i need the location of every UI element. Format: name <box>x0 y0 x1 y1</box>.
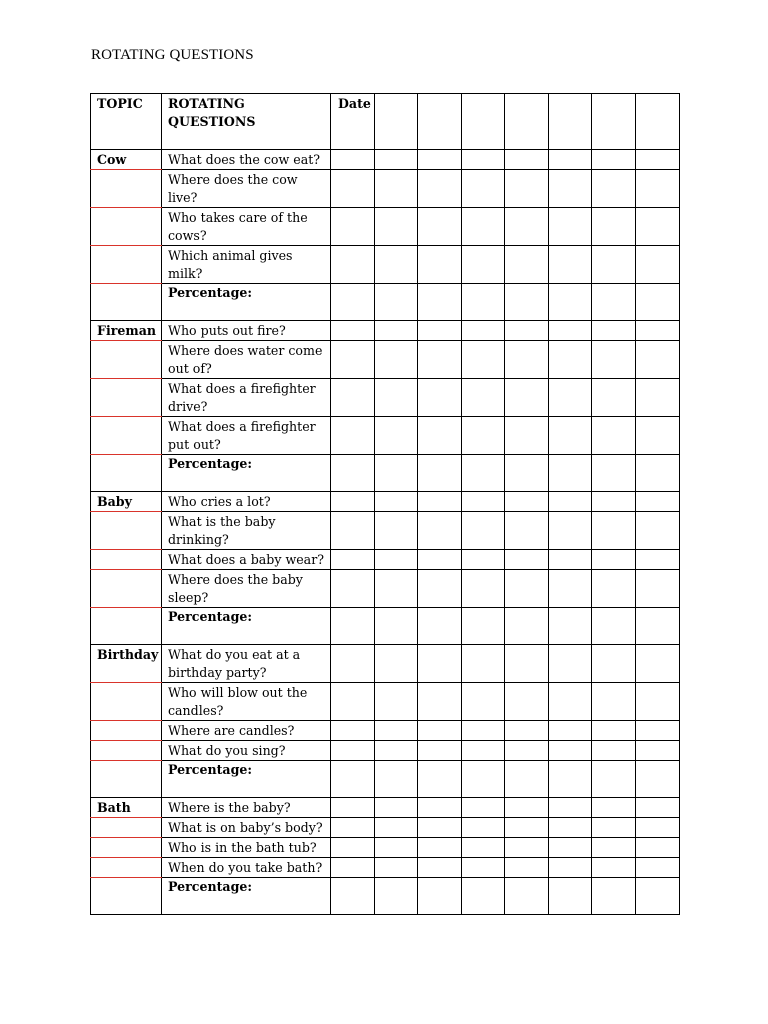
score-cell[interactable] <box>418 683 462 721</box>
percentage-label: Percentage: <box>162 761 331 798</box>
percentage-cell[interactable] <box>549 761 592 798</box>
score-cell[interactable] <box>462 341 505 379</box>
percentage-row <box>91 608 680 645</box>
score-cell[interactable] <box>462 417 505 455</box>
score-cell[interactable] <box>418 379 462 417</box>
score-cell[interactable] <box>331 858 375 878</box>
score-cell[interactable] <box>549 838 592 858</box>
question-text: Where are candles? <box>162 721 331 741</box>
score-cell[interactable] <box>636 570 680 608</box>
question-text: Where does the baby sleep? <box>162 570 331 608</box>
score-cell[interactable] <box>331 838 375 858</box>
score-cell[interactable] <box>375 550 418 570</box>
score-cell[interactable] <box>375 321 418 341</box>
question-text: What do you sing? <box>162 741 331 761</box>
score-cell[interactable] <box>418 838 462 858</box>
score-cell[interactable] <box>331 798 375 818</box>
score-cell[interactable] <box>462 550 505 570</box>
score-cell[interactable] <box>418 512 462 550</box>
topic-cell <box>91 246 162 284</box>
topic-cell <box>91 741 162 761</box>
score-cell[interactable] <box>505 379 549 417</box>
rotating-questions-table <box>90 93 680 915</box>
score-cell[interactable] <box>592 417 636 455</box>
score-cell[interactable] <box>418 798 462 818</box>
score-cell[interactable] <box>462 858 505 878</box>
score-cell[interactable] <box>636 246 680 284</box>
score-cell[interactable] <box>592 683 636 721</box>
score-cell[interactable] <box>331 379 375 417</box>
percentage-cell[interactable] <box>418 455 462 492</box>
score-cell[interactable] <box>418 858 462 878</box>
date-column-cell[interactable] <box>505 94 549 150</box>
topic-cell <box>91 570 162 608</box>
score-cell[interactable] <box>592 550 636 570</box>
score-cell[interactable] <box>375 208 418 246</box>
score-cell[interactable] <box>331 150 375 170</box>
percentage-cell[interactable] <box>549 878 592 915</box>
topic-cell <box>91 683 162 721</box>
score-cell[interactable] <box>331 341 375 379</box>
score-cell[interactable] <box>592 379 636 417</box>
score-cell[interactable] <box>505 683 549 721</box>
score-cell[interactable] <box>331 721 375 741</box>
topic-name: Baby <box>91 492 162 512</box>
score-cell[interactable] <box>636 512 680 550</box>
date-column-cell[interactable] <box>462 94 505 150</box>
topic-cell <box>91 878 162 915</box>
topic-cell <box>91 818 162 838</box>
score-cell[interactable] <box>331 645 375 683</box>
percentage-cell[interactable] <box>549 284 592 321</box>
score-cell[interactable] <box>462 150 505 170</box>
topic-name: Bath <box>91 798 162 818</box>
score-cell[interactable] <box>549 818 592 838</box>
score-cell[interactable] <box>636 417 680 455</box>
score-cell[interactable] <box>636 798 680 818</box>
score-cell[interactable] <box>636 379 680 417</box>
score-cell[interactable] <box>331 492 375 512</box>
percentage-cell[interactable] <box>462 455 505 492</box>
percentage-cell[interactable] <box>549 455 592 492</box>
percentage-cell[interactable] <box>375 284 418 321</box>
topic-cell <box>91 379 162 417</box>
question-text: Who cries a lot? <box>162 492 331 512</box>
score-cell[interactable] <box>331 246 375 284</box>
score-cell[interactable] <box>505 246 549 284</box>
score-cell[interactable] <box>462 798 505 818</box>
topic-cell <box>91 858 162 878</box>
score-cell[interactable] <box>375 570 418 608</box>
question-row <box>91 246 680 284</box>
score-cell[interactable] <box>505 645 549 683</box>
score-cell[interactable] <box>549 208 592 246</box>
score-cell[interactable] <box>636 838 680 858</box>
score-cell[interactable] <box>636 645 680 683</box>
question-row <box>91 550 680 570</box>
score-cell[interactable] <box>375 379 418 417</box>
score-cell[interactable] <box>331 512 375 550</box>
score-cell[interactable] <box>592 798 636 818</box>
score-cell[interactable] <box>505 512 549 550</box>
percentage-cell[interactable] <box>375 761 418 798</box>
question-text: Where does the cow live? <box>162 170 331 208</box>
score-cell[interactable] <box>375 858 418 878</box>
question-row <box>91 512 680 550</box>
question-row <box>91 492 680 512</box>
score-cell[interactable] <box>505 570 549 608</box>
score-cell[interactable] <box>549 512 592 550</box>
score-cell[interactable] <box>375 798 418 818</box>
date-column-cell[interactable] <box>418 94 462 150</box>
score-cell[interactable] <box>636 550 680 570</box>
percentage-label: Percentage: <box>162 608 331 645</box>
score-cell[interactable] <box>592 512 636 550</box>
percentage-cell[interactable] <box>418 284 462 321</box>
percentage-row <box>91 878 680 915</box>
percentage-cell[interactable] <box>636 761 680 798</box>
score-cell[interactable] <box>418 550 462 570</box>
header-row <box>91 94 680 150</box>
score-cell[interactable] <box>636 818 680 838</box>
topic-cell <box>91 608 162 645</box>
topic-cell <box>91 284 162 321</box>
score-cell[interactable] <box>375 721 418 741</box>
percentage-cell[interactable] <box>375 455 418 492</box>
percentage-label: Percentage: <box>162 455 331 492</box>
percentage-cell[interactable] <box>418 608 462 645</box>
percentage-cell[interactable] <box>592 878 636 915</box>
score-cell[interactable] <box>418 818 462 838</box>
percentage-cell[interactable] <box>636 608 680 645</box>
score-cell[interactable] <box>462 321 505 341</box>
score-cell[interactable] <box>636 170 680 208</box>
score-cell[interactable] <box>636 683 680 721</box>
question-row <box>91 683 680 721</box>
score-cell[interactable] <box>505 741 549 761</box>
score-cell[interactable] <box>549 341 592 379</box>
score-cell[interactable] <box>375 341 418 379</box>
score-cell[interactable] <box>331 818 375 838</box>
percentage-cell[interactable] <box>636 878 680 915</box>
score-cell[interactable] <box>636 492 680 512</box>
score-cell[interactable] <box>592 321 636 341</box>
score-cell[interactable] <box>462 246 505 284</box>
topic-cell <box>91 550 162 570</box>
score-cell[interactable] <box>549 798 592 818</box>
score-cell[interactable] <box>462 208 505 246</box>
percentage-row <box>91 761 680 798</box>
score-cell[interactable] <box>331 321 375 341</box>
question-row <box>91 341 680 379</box>
score-cell[interactable] <box>462 838 505 858</box>
percentage-cell[interactable] <box>375 608 418 645</box>
question-row <box>91 150 680 170</box>
score-cell[interactable] <box>592 721 636 741</box>
question-row <box>91 170 680 208</box>
score-cell[interactable] <box>636 741 680 761</box>
question-text: Who will blow out the candles? <box>162 683 331 721</box>
score-cell[interactable] <box>549 492 592 512</box>
score-cell[interactable] <box>418 341 462 379</box>
score-cell[interactable] <box>418 321 462 341</box>
score-cell[interactable] <box>375 492 418 512</box>
score-cell[interactable] <box>549 645 592 683</box>
score-cell[interactable] <box>375 741 418 761</box>
score-cell[interactable] <box>418 170 462 208</box>
score-cell[interactable] <box>331 570 375 608</box>
percentage-cell[interactable] <box>592 455 636 492</box>
score-cell[interactable] <box>462 492 505 512</box>
percentage-cell[interactable] <box>331 761 375 798</box>
percentage-cell[interactable] <box>375 878 418 915</box>
score-cell[interactable] <box>375 170 418 208</box>
question-text: Which animal gives milk? <box>162 246 331 284</box>
score-cell[interactable] <box>462 512 505 550</box>
score-cell[interactable] <box>592 818 636 838</box>
question-text: What does the cow eat? <box>162 150 331 170</box>
date-column-cell[interactable] <box>549 94 592 150</box>
percentage-cell[interactable] <box>331 284 375 321</box>
question-row <box>91 721 680 741</box>
percentage-cell[interactable] <box>636 284 680 321</box>
percentage-cell[interactable] <box>331 878 375 915</box>
score-cell[interactable] <box>331 170 375 208</box>
question-row <box>91 798 680 818</box>
question-text: Where is the baby? <box>162 798 331 818</box>
topic-cell <box>91 721 162 741</box>
topic-cell <box>91 170 162 208</box>
score-cell[interactable] <box>636 858 680 878</box>
score-cell[interactable] <box>592 341 636 379</box>
score-cell[interactable] <box>462 721 505 741</box>
score-cell[interactable] <box>505 417 549 455</box>
score-cell[interactable] <box>592 170 636 208</box>
percentage-cell[interactable] <box>331 455 375 492</box>
question-text: Who takes care of the cows? <box>162 208 331 246</box>
question-text: What does a firefighter put out? <box>162 417 331 455</box>
percentage-row <box>91 284 680 321</box>
score-cell[interactable] <box>462 645 505 683</box>
score-cell[interactable] <box>505 170 549 208</box>
score-cell[interactable] <box>636 150 680 170</box>
score-cell[interactable] <box>505 321 549 341</box>
score-cell[interactable] <box>549 379 592 417</box>
question-row <box>91 645 680 683</box>
score-cell[interactable] <box>418 721 462 741</box>
question-row <box>91 818 680 838</box>
percentage-cell[interactable] <box>462 284 505 321</box>
question-text: What is on baby’s body? <box>162 818 331 838</box>
score-cell[interactable] <box>375 246 418 284</box>
score-cell[interactable] <box>592 208 636 246</box>
question-text: Who is in the bath tub? <box>162 838 331 858</box>
question-text: What do you eat at a birthday party? <box>162 645 331 683</box>
score-cell[interactable] <box>592 150 636 170</box>
score-cell[interactable] <box>505 341 549 379</box>
topic-cell <box>91 341 162 379</box>
score-cell[interactable] <box>549 170 592 208</box>
score-cell[interactable] <box>462 683 505 721</box>
question-text: What does a firefighter drive? <box>162 379 331 417</box>
score-cell[interactable] <box>505 818 549 838</box>
score-cell[interactable] <box>418 741 462 761</box>
question-row <box>91 741 680 761</box>
percentage-cell[interactable] <box>592 608 636 645</box>
topic-cell <box>91 512 162 550</box>
percentage-cell[interactable] <box>505 878 549 915</box>
score-cell[interactable] <box>462 170 505 208</box>
score-cell[interactable] <box>549 721 592 741</box>
topic-name: Birthday <box>91 645 162 683</box>
header-topic: TOPIC <box>91 94 162 150</box>
date-column-cell[interactable] <box>375 94 418 150</box>
score-cell[interactable] <box>331 741 375 761</box>
score-cell[interactable] <box>505 492 549 512</box>
score-cell[interactable] <box>375 838 418 858</box>
question-text: When do you take bath? <box>162 858 331 878</box>
score-cell[interactable] <box>418 492 462 512</box>
score-cell[interactable] <box>636 208 680 246</box>
percentage-cell[interactable] <box>418 878 462 915</box>
score-cell[interactable] <box>331 417 375 455</box>
score-cell[interactable] <box>592 246 636 284</box>
score-cell[interactable] <box>592 492 636 512</box>
score-cell[interactable] <box>549 550 592 570</box>
question-text: Where does water come out of? <box>162 341 331 379</box>
score-cell[interactable] <box>549 417 592 455</box>
topic-cell <box>91 761 162 798</box>
score-cell[interactable] <box>636 721 680 741</box>
score-cell[interactable] <box>418 246 462 284</box>
score-cell[interactable] <box>592 858 636 878</box>
score-cell[interactable] <box>505 858 549 878</box>
score-cell[interactable] <box>331 683 375 721</box>
score-cell[interactable] <box>549 741 592 761</box>
topic-cell <box>91 838 162 858</box>
question-row <box>91 321 680 341</box>
percentage-cell[interactable] <box>462 608 505 645</box>
score-cell[interactable] <box>375 417 418 455</box>
score-cell[interactable] <box>505 550 549 570</box>
score-cell[interactable] <box>505 721 549 741</box>
date-column-cell[interactable] <box>636 94 680 150</box>
percentage-label: Percentage: <box>162 284 331 321</box>
question-row <box>91 417 680 455</box>
score-cell[interactable] <box>331 550 375 570</box>
score-cell[interactable] <box>418 417 462 455</box>
header-date: Date <box>331 94 375 150</box>
score-cell[interactable] <box>418 208 462 246</box>
percentage-row <box>91 455 680 492</box>
score-cell[interactable] <box>462 741 505 761</box>
header-rotating-questions: ROTATING QUESTIONS <box>162 94 331 150</box>
score-cell[interactable] <box>549 683 592 721</box>
score-cell[interactable] <box>375 645 418 683</box>
percentage-cell[interactable] <box>462 878 505 915</box>
score-cell[interactable] <box>462 818 505 838</box>
percentage-cell[interactable] <box>505 608 549 645</box>
percentage-cell[interactable] <box>592 284 636 321</box>
score-cell[interactable] <box>375 512 418 550</box>
score-cell[interactable] <box>505 798 549 818</box>
percentage-cell[interactable] <box>462 761 505 798</box>
topic-cell <box>91 208 162 246</box>
percentage-cell[interactable] <box>636 455 680 492</box>
score-cell[interactable] <box>592 741 636 761</box>
score-cell[interactable] <box>505 150 549 170</box>
score-cell[interactable] <box>462 379 505 417</box>
score-cell[interactable] <box>418 150 462 170</box>
question-row <box>91 379 680 417</box>
question-row <box>91 208 680 246</box>
score-cell[interactable] <box>592 645 636 683</box>
question-row <box>91 838 680 858</box>
score-cell[interactable] <box>636 341 680 379</box>
score-cell[interactable] <box>549 570 592 608</box>
score-cell[interactable] <box>592 838 636 858</box>
percentage-cell[interactable] <box>549 608 592 645</box>
score-cell[interactable] <box>636 321 680 341</box>
question-text: Who puts out fire? <box>162 321 331 341</box>
percentage-label: Percentage: <box>162 878 331 915</box>
score-cell[interactable] <box>505 208 549 246</box>
score-cell[interactable] <box>505 838 549 858</box>
document-title: ROTATING QUESTIONS <box>91 47 254 63</box>
question-row <box>91 570 680 608</box>
score-cell[interactable] <box>375 818 418 838</box>
topic-cell <box>91 417 162 455</box>
score-cell[interactable] <box>462 570 505 608</box>
score-cell[interactable] <box>549 150 592 170</box>
topic-name: Fireman <box>91 321 162 341</box>
question-text: What is the baby drinking? <box>162 512 331 550</box>
question-text: What does a baby wear? <box>162 550 331 570</box>
score-cell[interactable] <box>549 321 592 341</box>
percentage-cell[interactable] <box>418 761 462 798</box>
topic-cell <box>91 455 162 492</box>
score-cell[interactable] <box>418 570 462 608</box>
percentage-cell[interactable] <box>592 761 636 798</box>
percentage-cell[interactable] <box>505 761 549 798</box>
score-cell[interactable] <box>549 246 592 284</box>
topic-name: Cow <box>91 150 162 170</box>
percentage-cell[interactable] <box>331 608 375 645</box>
score-cell[interactable] <box>549 858 592 878</box>
score-cell[interactable] <box>375 150 418 170</box>
percentage-cell[interactable] <box>505 455 549 492</box>
question-row <box>91 858 680 878</box>
percentage-cell[interactable] <box>505 284 549 321</box>
score-cell[interactable] <box>418 645 462 683</box>
score-cell[interactable] <box>375 683 418 721</box>
score-cell[interactable] <box>331 208 375 246</box>
score-cell[interactable] <box>592 570 636 608</box>
date-column-cell[interactable] <box>592 94 636 150</box>
